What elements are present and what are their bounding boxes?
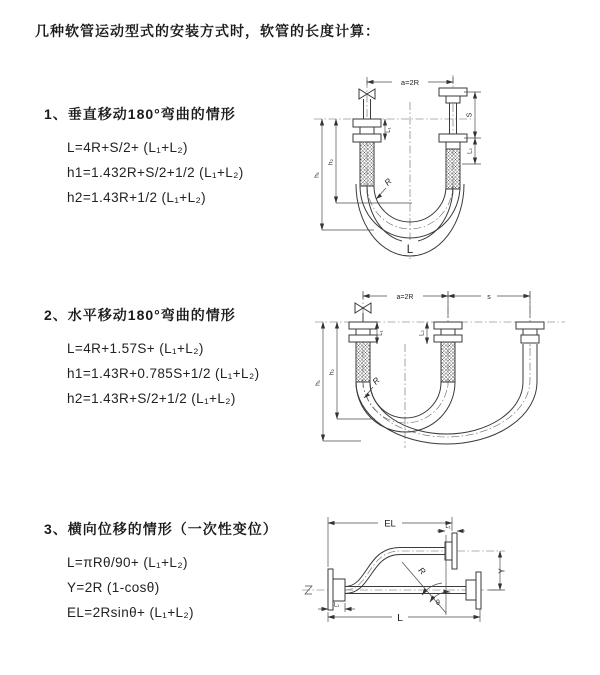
section-1-heading: 1、垂直移动180°弯曲的情形 (44, 106, 236, 122)
right-flange (466, 572, 481, 609)
dimension-s (448, 291, 530, 318)
dimension-l2 (420, 322, 428, 344)
dim-label-l: L (397, 612, 403, 624)
page-title: 几种软管运动型式的安装方式时，软管的长度计算： (35, 23, 380, 39)
flange (439, 88, 467, 96)
dim-label-a2r: a=2R (396, 294, 414, 301)
mid-pipe-assembly (434, 322, 462, 382)
flange (353, 119, 381, 127)
dim-label-r: R (382, 176, 394, 188)
left-pipe-assembly (349, 322, 377, 382)
formula-el: EL=2Rsinθ+ (L₁+L₂) (67, 605, 194, 620)
flange-neck (446, 96, 460, 103)
section-1 (44, 104, 244, 210)
dimension-y (488, 551, 507, 590)
formula-l: L=4R+S/2+ (L₁+L₂) (67, 140, 188, 155)
dim-label-h2: h₂ (328, 368, 336, 376)
flange-neck (446, 142, 460, 149)
dim-label-h2: h₂ (327, 158, 335, 166)
dim-label-l1: L₁ (445, 524, 451, 530)
dimension-a2r (363, 291, 448, 318)
formula-h1: h1=1.43R+0.785S+1/2 (L₁+L₂) (67, 366, 260, 381)
dim-label-y: Y (497, 568, 507, 574)
right-pipe-assembly (439, 88, 467, 189)
flange (353, 134, 381, 142)
formula-l: L=πRθ/90+ (L₁+L₂) (67, 555, 188, 570)
braided-hose-section (441, 342, 455, 382)
section-2-heading: 2、水平移动180°弯曲的情形 (44, 307, 236, 323)
formula-y: Y=2R (1-cosθ) (67, 580, 160, 595)
section-2 (44, 305, 259, 411)
dim-label-a2r: a=2R (400, 78, 420, 87)
formula-h2: h2=1.43R+S/2+1/2 (L₁+L₂) (67, 391, 236, 406)
dim-label-l1: L₁ (386, 127, 392, 133)
dim-label-l2: L₂ (419, 330, 426, 336)
diagram-horizontal-180-bend (313, 286, 585, 454)
section-3 (44, 519, 278, 625)
dim-label-h1: h₁ (313, 172, 321, 178)
dim-label-l: L (406, 244, 414, 256)
braided-hose-section (446, 149, 460, 189)
formula-h2: h2=1.43R+1/2 (L₁+L₂) (67, 190, 207, 205)
dim-label-r: R (416, 565, 428, 577)
braided-hose-section (360, 142, 374, 186)
dim-label-s: S (466, 112, 474, 118)
flange (439, 134, 467, 142)
dimension-l1 (385, 119, 392, 140)
dimension-l1 (377, 322, 384, 344)
dim-label-l1: L₁ (378, 330, 384, 336)
diagram-vertical-180-bend (312, 72, 572, 262)
dim-label-h1: h₁ (314, 380, 322, 386)
dim-label-el: EL (384, 518, 396, 530)
formula-l: L=4R+1.57S+ (L₁+L₂) (67, 341, 204, 356)
upper-flange (445, 533, 505, 569)
angle-label-theta: θ (436, 600, 440, 607)
section-3-heading: 3、横向位移的情形（一次性变位） (44, 521, 278, 537)
dim-label-l1: L₁ (333, 602, 340, 609)
dimension-l (328, 609, 480, 624)
dimension-l1-bottom (318, 603, 355, 613)
radius-callout (376, 176, 394, 199)
right-pipe-assembly (516, 322, 544, 343)
dimension-s (464, 92, 481, 138)
diagram-lateral-displacement (298, 505, 596, 660)
flange-neck (360, 127, 374, 134)
dimension-el (328, 517, 452, 567)
dimension-l1-top (437, 524, 465, 531)
braided-hose-section (356, 342, 370, 382)
dim-label-s: s (487, 294, 491, 301)
dimension-a2r (367, 77, 453, 87)
dim-label-r: R (370, 375, 382, 387)
formula-h1: h1=1.432R+S/2+1/2 (L₁+L₂) (67, 165, 244, 180)
dim-label-l2: L₂ (467, 148, 474, 154)
